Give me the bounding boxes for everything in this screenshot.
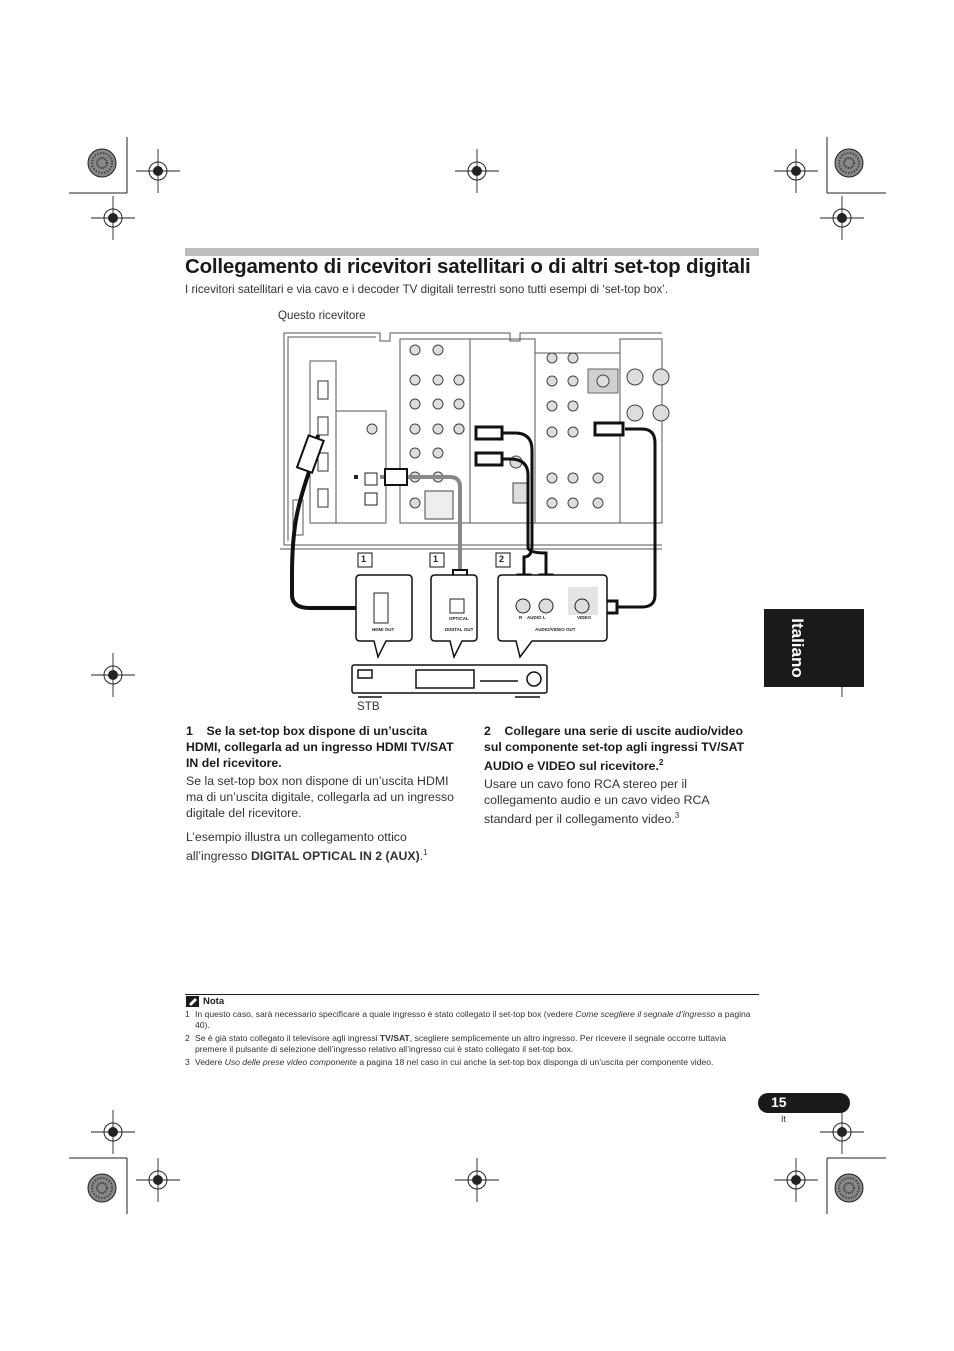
optical-label: OPTICAL [449, 616, 469, 621]
av-out-label: AUDIO/VIDEO OUT [535, 627, 576, 632]
step2-body: Usare un cavo fono RCA stereo per il collegamento audio e un cavo video RCA standard per il collegamento video.$^3$ [484, 777, 709, 827]
badge-1-hdmi: 1 [361, 554, 367, 564]
note-item: 3 Vedere Uso delle prese video componente a pagina 18 nel caso in cui anche la set-top box disponga di un’uscita per componente video. [185, 1057, 714, 1067]
notes-list [185, 1009, 759, 1070]
audio-cable [476, 427, 552, 599]
page-number: 15 [771, 1094, 787, 1110]
badge-2-av: 2 [499, 554, 505, 564]
step1-heading: 1 Se la set-top box dispone di un’uscita HDMI, collegarla ad un ingresso HDMI TV/SAT IN del ricevitore. [186, 724, 454, 770]
note-icon [186, 996, 199, 1007]
notes-rule [185, 994, 759, 995]
intro-text: I ricevitori satellitari e via cavo e i decoder TV digitali terrestri sono tutti esempi di ‘set-top box’. [185, 283, 669, 296]
digital-out-label: DIGITAL OUT [445, 627, 474, 632]
audio-label: AUDIO [527, 615, 542, 620]
step1-body: Se la set-top box non dispone di un’uscita HDMI ma di un’uscita digitale, collegarla ad un ingresso digitale del ricevitore. [186, 774, 454, 820]
page-language: It [781, 1114, 787, 1124]
language-tab-label: Italiano [788, 618, 807, 678]
step1-example: L’esempio illustra un collegamento ottico all’ingresso DIGITAL OPTICAL IN 2 (AUX).$^1$ [186, 830, 428, 864]
l-label: L [543, 615, 546, 620]
video-label: VIDEO [577, 615, 592, 620]
language-tab [764, 609, 864, 687]
step1-column [186, 723, 462, 872]
r-label: R [519, 615, 523, 620]
step2-column [484, 723, 760, 835]
notes-heading: Nota [186, 996, 224, 1007]
hdmi-out-label: HDMI OUT [372, 627, 395, 632]
receiver-label: Questo ricevitore [278, 309, 366, 322]
note-item: 1 In questo caso, sarà necessario specificare a quale ingresso è stato collegato il set-top box (vedere Come scegliere il segnale d’ingresso a pagina 40). [185, 1009, 751, 1030]
page-number-badge [758, 1093, 850, 1113]
step2-heading: 2 Collegare una serie di uscite audio/video sul componente set-top agli ingressi TV/SAT AUDIO e VIDEO sul ricevitore.$^2$ [484, 724, 745, 774]
connection-diagram [270, 325, 690, 720]
stb-device [352, 665, 547, 697]
receiver-rear-panel [280, 333, 662, 549]
stb-label: STB [357, 700, 380, 713]
badge-1-optical: 1 [433, 554, 439, 564]
page-title: Collegamento di ricevitori satellitari o di altri set-top digitali [185, 255, 751, 278]
note-item: 2 Se è già stato collegato il televisore agli ingressi TV/SAT, scegliere semplicemente un altro ingresso. Per ricevere il segnale occorre tuttavia premere il pulsante di selezione dell’ingresso relativo all’ingresso cui è stato collegato il set-top box. [185, 1033, 727, 1054]
